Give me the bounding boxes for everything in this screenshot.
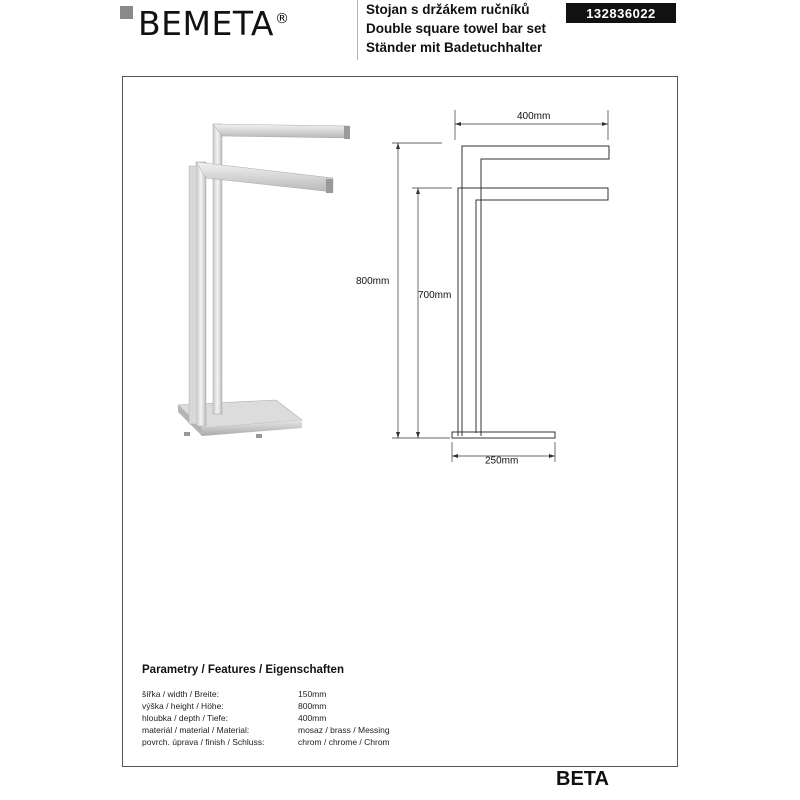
product-title-en: Double square towel bar set [366, 21, 547, 36]
param-value: 400mm [298, 713, 327, 723]
registered-mark: ® [274, 11, 290, 27]
series-name: BETA [556, 768, 609, 790]
param-value: chrom / chrome / Chrom [298, 737, 390, 747]
product-code: 132836022 [586, 5, 656, 21]
dim-lower-height-label: 700mm [418, 290, 452, 301]
param-label: hloubka / depth / Tiefe: [142, 713, 229, 723]
param-value: 800mm [298, 701, 327, 711]
product-photo [178, 124, 350, 438]
parameters-heading: Parametry / Features / Eigenschaften [142, 664, 344, 676]
dim-total-height-label: 800mm [356, 276, 390, 287]
brand-name: BEMETA [138, 4, 274, 43]
param-value: mosaz / brass / Messing [298, 725, 390, 735]
param-label: výška / height / Höhe: [142, 701, 224, 711]
dim-base-label: 250mm [485, 455, 519, 467]
product-title-cs: Stojan s držákem ručníků [366, 2, 530, 17]
param-label: povrch. úprava / finish / Schluss: [142, 737, 265, 747]
param-label: šířka / width / Breite: [142, 689, 219, 699]
product-title-de: Ständer mit Badetuchhalter [366, 40, 543, 55]
param-label: materiál / material / Material: [142, 725, 250, 735]
technical-drawing [392, 110, 609, 462]
dim-width-label: 400mm [517, 111, 551, 122]
param-value: 150mm [298, 689, 327, 699]
